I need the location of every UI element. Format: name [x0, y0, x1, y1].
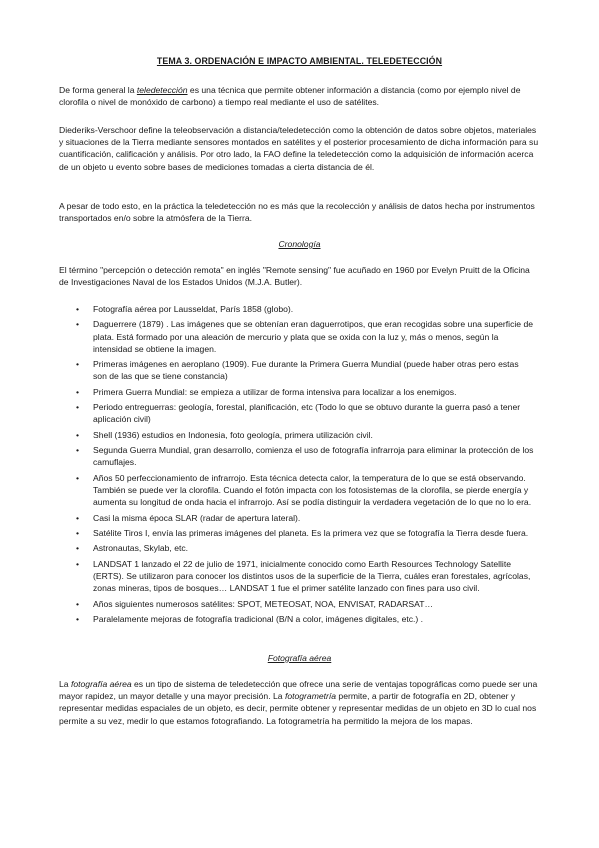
aerial-text-a: La	[59, 679, 71, 689]
bullet-marker: •	[76, 558, 80, 569]
bullet-marker: •	[76, 512, 80, 523]
chronology-item-text: Daguerrere (1879) . Las imágenes que se obtenían eran daguerrotipos, que eran recogidas sobre una superficie de plata. Está formado por una aleación de mercurio y plata que se oxida con la luz y, más o menos, según la intensidad se obtiene la imagen.	[93, 319, 533, 354]
bullet-marker: •	[76, 598, 80, 609]
bullet-marker: •	[76, 472, 80, 483]
chronology-item	[76, 472, 534, 509]
section-heading-cronologia: Cronología	[278, 239, 321, 249]
document-title: TEMA 3. ORDENACIÓN E IMPACTO AMBIENTAL. TELEDETECCIÓN	[156, 56, 443, 66]
chronology-item-text: Primeras imágenes en aeroplano (1909). Fue durante la Primera Guerra Mundial (puede haber otras pero estas son de las que se tiene constancia)	[93, 359, 519, 382]
chronology-item-text: Fotografía aérea por Lausseldat, París 1858 (globo).	[93, 304, 294, 314]
bullet-marker: •	[76, 402, 80, 413]
intro-text-after: es una técnica que permite obtener información a distancia (como por ejemplo nivel de clorofila o nivel de monóxido de carbono) a tiempo real mediante el uso de satélites.	[59, 85, 521, 108]
chronology-item	[76, 527, 534, 539]
chronology-item-text: LANDSAT 1 lanzado el 22 de julio de 1971, inicialmente conocido como Earth Resources Technology Satellite (ERTS). Se utilizaron para conocer los distintos usos de la superficie de la Tierra, cuáles eran forestales, agrícolas, zonas mineras, tipos de bosques… LANDSAT 1 fue el primer satélite lanzado con fines para uso civil.	[93, 558, 531, 594]
chronology-list	[76, 303, 534, 628]
aerial-term-fotografia: fotografía aérea	[70, 679, 132, 689]
bullet-marker: •	[76, 386, 80, 397]
bullet-marker: •	[76, 527, 80, 538]
aerial-text-b: es un tipo de sistema de teledetección que ofrece una serie de ventajas topográficas como puede ser una mayor rapidez, un mayor detalle y una mayor precisión. La	[59, 679, 538, 702]
chronology-item-text: Años siguientes numerosos satélites: SPOT, METEOSAT, NOA, ENVISAT, RADARSAT…	[93, 598, 434, 609]
chronology-item-text: Paralelamente mejoras de fotografía tradicional (B/N a color, imágenes digitales, etc.) .	[93, 613, 424, 624]
bullet-marker: •	[76, 613, 80, 624]
chronology-item-text: Primera Guerra Mundial: se empieza a utilizar de forma intensiva para localizar a los enemigos.	[93, 386, 457, 397]
chronology-item	[76, 558, 534, 595]
aerial-text-c: permite, a partir de fotografía en 2D, obtener y representar medidas espaciales de un objeto, es decir, permite obtener y representar medidas de un objeto en 3D lo cual nos permite a su vez, medir lo que estamos fotografiando. La fotogrametría ha permitido la mejora de los mapas.	[59, 691, 537, 726]
chronology-item	[76, 318, 534, 355]
chronology-item-text: Astronautas, Skylab, etc.	[93, 543, 189, 554]
aerial-photo-paragraph	[59, 678, 539, 727]
chronology-item	[76, 358, 534, 382]
bullet-marker: •	[76, 304, 80, 314]
chronology-item	[76, 401, 534, 425]
bullet-marker: •	[76, 359, 80, 370]
aerial-term-fotogrametria: fotogrametría	[284, 691, 337, 702]
intro-paragraph	[59, 84, 539, 108]
chronology-item	[76, 512, 534, 524]
chronology-item	[76, 613, 534, 625]
chronology-item-text: Años 50 perfeccionamiento de infrarrojo. Esta técnica detecta calor, la temperatura de lo que se está observando. También se puede ver la clorofila. Cuando el fotón impacta con los fotosistemas de la clorofila, se pierde energía y aumenta su longitud de onda hacia el infrarrojo. Así se podía distinguir la verdadera vegetación de lo que no lo era.	[93, 472, 532, 508]
bullet-marker: •	[76, 319, 80, 330]
chronology-item-text: Periodo entreguerras: geología, forestal, planificación, etc (Todo lo que se obtuvo durante la guerra pasó a tener aplicación civil)	[93, 402, 521, 425]
chronology-item-text: Casi la misma época SLAR (radar de apertura lateral).	[93, 512, 301, 523]
chronology-item-text: Segunda Guerra Mundial, gran desarrollo, comienza el uso de fotografía infrarroja para eliminar la protección de los camuflajes.	[93, 445, 534, 468]
chronology-item	[76, 444, 534, 468]
practice-paragraph: A pesar de todo esto, en la práctica la teledetección no es más que la recolección y análisis de datos hecha por instrumentos transportados en/o sobre la atmósfera de la Tierra.	[59, 201, 535, 224]
chronology-item	[76, 303, 534, 315]
chronology-item	[76, 542, 534, 554]
section-heading-fotografia-aerea: Fotografía aérea	[267, 653, 332, 663]
bullet-marker: •	[76, 543, 80, 554]
definition-paragraph: Diederiks-Verschoor define la teleobservación a distancia/teledetección como la obtención de datos sobre objetos, materiales y situaciones de la Tierra mediante sensores montados en satélites y el posterior procesamiento de dicha información para su cuantificación, calificación y análisis. Por otro lado, la FAO define la teledetección como la adquisición de información acerca de un objeto u evento sobre bases de mediciones tomadas a cierta distancia de él.	[59, 125, 539, 172]
intro-text-before: De forma general la	[59, 85, 137, 95]
chronology-item-text: Shell (1936) estudios en Indonesia, foto geología, primera utilización civil.	[93, 429, 373, 440]
remote-sensing-paragraph: El término "percepción o detección remota" en inglés "Remote sensing" fue acuñado en 1960 por Evelyn Pruitt de la Oficina de Investigaciones Naval de los Estados Unidos (M.J.A. Butler).	[59, 265, 530, 288]
chronology-item	[76, 429, 534, 441]
bullet-marker: •	[76, 429, 80, 440]
chronology-item	[76, 598, 534, 610]
bullet-marker: •	[76, 445, 80, 456]
chronology-item-text: Satélite Tiros I, envía las primeras imágenes del planeta. Es la primera vez que se fotografía la Tierra desde fuera.	[93, 527, 529, 538]
intro-term: teledetección	[136, 85, 188, 95]
chronology-item	[76, 386, 534, 398]
